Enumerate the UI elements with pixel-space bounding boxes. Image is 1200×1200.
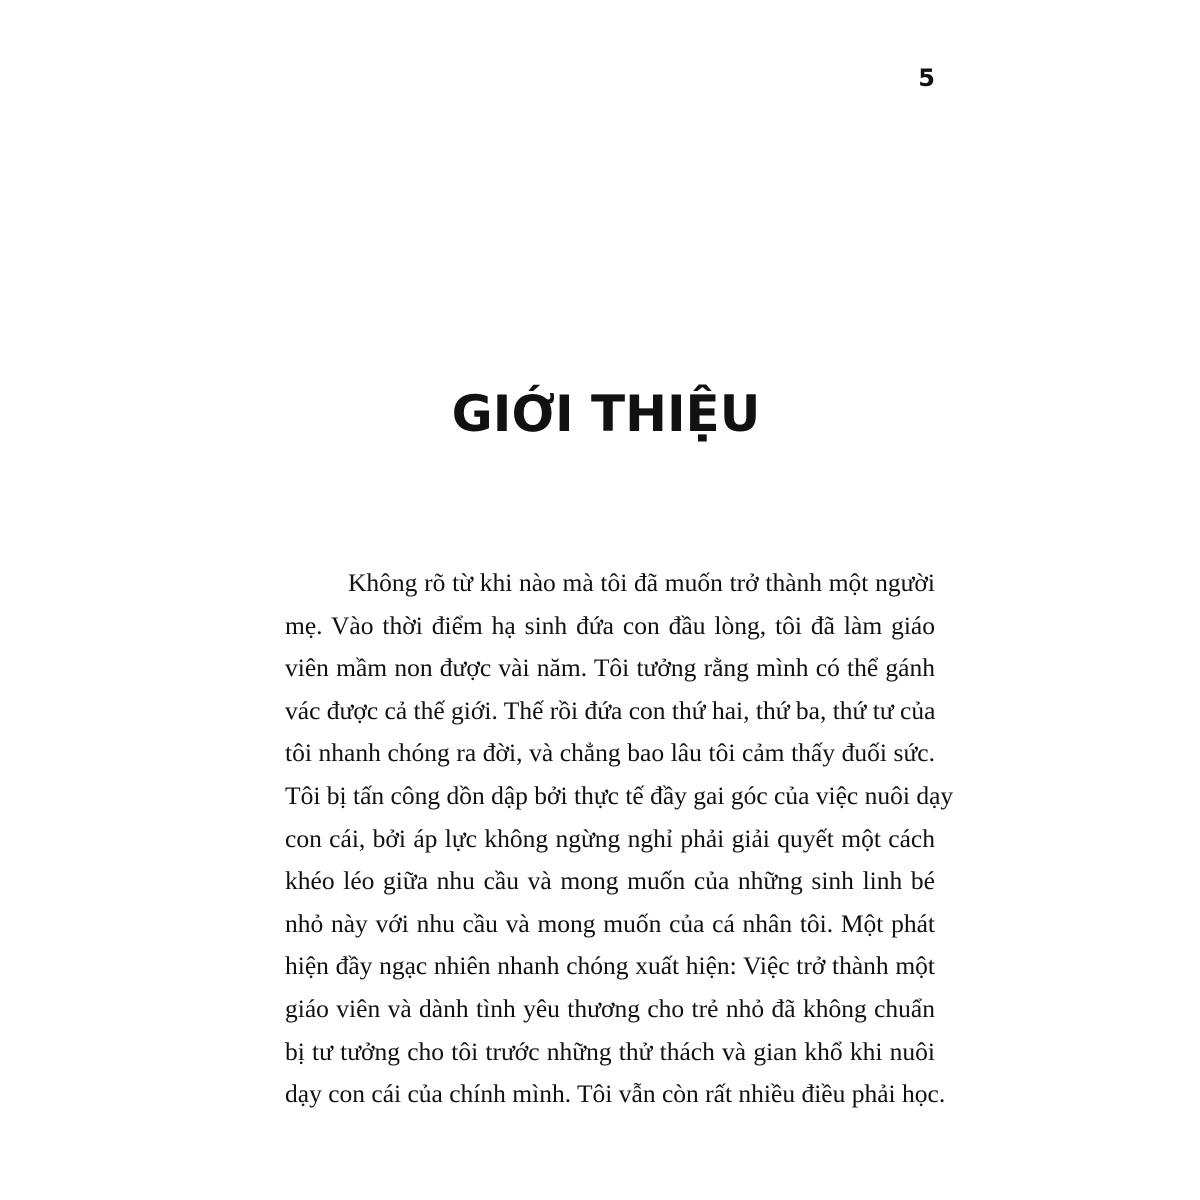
paragraph-line: con cái, bởi áp lực không ngừng nghỉ phải giải quyết một cách bbox=[285, 823, 935, 853]
paragraph-line: hiện đầy ngạc nhiên nhanh chóng xuất hiện: Việc trở thành một bbox=[285, 951, 935, 981]
paragraph-line: Không rõ từ khi nào mà tôi đã muốn trở thành một người bbox=[348, 568, 935, 597]
paragraph-line: tôi nhanh chóng ra đời, và chẳng bao lâu tôi cảm thấy đuối sức. bbox=[285, 738, 935, 768]
page-number: 5 bbox=[918, 64, 935, 92]
paragraph-line: viên mầm non được vài năm. Tôi tưởng rằng mình có thể gánh bbox=[285, 653, 935, 683]
paragraph-line: mẹ. Vào thời điểm hạ sinh đứa con đầu lòng, tôi đã làm giáo bbox=[285, 610, 935, 640]
chapter-title: GIỚI THIỆU bbox=[451, 385, 761, 443]
paragraph-line: dạy con cái của chính mình. Tôi vẫn còn rất nhiều điều phải học. bbox=[285, 1079, 946, 1109]
paragraph-line: nhỏ này với nhu cầu và mong muốn của cá nhân tôi. Một phát bbox=[285, 908, 935, 938]
paragraph-line: vác được cả thế giới. Thế rồi đứa con thứ hai, thứ ba, thứ tư của bbox=[285, 695, 936, 725]
body-paragraph bbox=[285, 562, 954, 1116]
paragraph-line: bị tư tưởng cho tôi trước những thử thách và gian khổ khi nuôi bbox=[285, 1036, 935, 1066]
paragraph-line: Tôi bị tấn công dồn dập bởi thực tế đầy gai góc của việc nuôi dạy bbox=[285, 780, 954, 810]
paragraph-line: khéo léo giữa nhu cầu và mong muốn của những sinh linh bé bbox=[285, 866, 935, 896]
paragraph-line: giáo viên và dành tình yêu thương cho trẻ nhỏ đã không chuẩn bbox=[285, 993, 935, 1023]
